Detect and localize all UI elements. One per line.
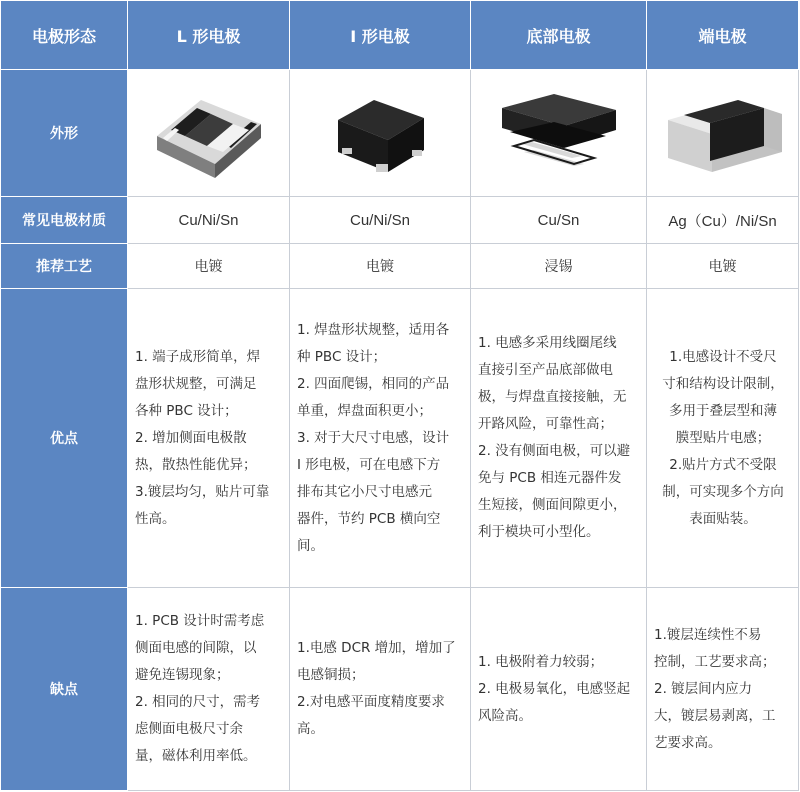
i-electrode-inductor-icon — [328, 86, 433, 181]
material-bottom: Cu/Sn — [471, 197, 647, 244]
text-line: 1. 端子成形简单，焊 — [135, 348, 261, 365]
header-i-electrode: I 形电极 — [290, 1, 471, 70]
end-electrode-inductor-icon — [658, 86, 788, 181]
header-row-label: 电极形态 — [1, 1, 128, 70]
material-label: 常见电极材质 — [1, 197, 128, 244]
text-line: 膜型贴片电感； — [675, 429, 771, 446]
advantages-i — [290, 289, 471, 588]
text-line: 2. 增加侧面电极散 — [135, 429, 247, 446]
text-line: 寸和结构设计限制， — [662, 375, 784, 392]
text-line: 侧面电感的间隙，以 — [135, 640, 257, 656]
text-line: 免与 PCB 相连元器件发 — [478, 470, 622, 486]
l-electrode-image — [128, 70, 290, 197]
text-line: 电感铜损； — [297, 667, 365, 683]
text-line: 2. 四面爬锡，相同的产品 — [297, 375, 450, 392]
text-line: 1. 电感多采用线圈尾线 — [478, 335, 617, 351]
text-line: 表面贴装。 — [689, 510, 757, 527]
text-line: 避免连锡现象； — [135, 667, 230, 683]
process-bottom: 浸锡 — [471, 244, 647, 289]
l-electrode-inductor-icon — [149, 86, 269, 181]
text-line: 2. 电极易氧化，电感竖起 — [478, 680, 631, 697]
text-line: 3.镀层均匀，贴片可靠 — [135, 483, 270, 500]
text-line: 2. 镀层间内应力 — [654, 680, 753, 697]
text-line: 艺要求高。 — [654, 734, 722, 751]
material-l: Cu/Ni/Sn — [128, 197, 290, 244]
text-line: 1.镀层连续性不易 — [654, 626, 762, 643]
text-line: 性高。 — [135, 510, 176, 527]
text-line: 2. 没有侧面电极，可以避 — [478, 443, 631, 459]
text-line: 大，镀层易剥离，工 — [654, 707, 776, 724]
header-end-electrode: 端电极 — [647, 1, 799, 70]
advantages-label: 优点 — [1, 289, 128, 588]
text-line: 虑侧面电极尺寸余 — [135, 721, 243, 737]
text-line: 热，散热性能优异； — [135, 456, 257, 473]
text-line: 各种 PBC 设计； — [135, 402, 238, 419]
disadvantages-bottom — [471, 588, 647, 791]
text-line: 排布其它小尺寸电感元 — [297, 483, 432, 500]
text-line: 1.电感 DCR 增加，增加了 — [297, 640, 456, 656]
disadvantages-end — [647, 588, 799, 791]
disadvantages-label: 缺点 — [1, 588, 128, 791]
text-line: I 形电极，可在电感下方 — [297, 456, 441, 473]
material-i: Cu/Ni/Sn — [290, 197, 471, 244]
text-line: 生短接，侧面间隙更小， — [478, 497, 627, 513]
text-line: 开路风险，可靠性高； — [478, 416, 613, 432]
bottom-electrode-inductor-icon — [494, 86, 624, 181]
disadvantages-i — [290, 588, 471, 791]
disadvantages-row — [1, 588, 799, 791]
text-line: 3. 对于大尺寸电感，设计 — [297, 429, 450, 446]
text-line: 1. 焊盘形状规整，适用各 — [297, 321, 450, 338]
text-line: 极，与焊盘直接接触，无 — [478, 389, 627, 405]
text-line: 量，磁体利用率低。 — [135, 748, 257, 764]
text-line: 1. PCB 设计时需考虑 — [135, 613, 265, 629]
text-line: 2.对电感平面度精度要求 — [297, 694, 445, 710]
process-i: 电镀 — [290, 244, 471, 289]
appearance-label: 外形 — [1, 70, 128, 197]
text-line: 单重，焊盘面积更小； — [297, 402, 432, 419]
text-line: 多用于叠层型和薄 — [669, 402, 777, 419]
text-line: 高。 — [297, 721, 324, 737]
header-row — [1, 1, 799, 70]
text-line: 间。 — [297, 537, 324, 554]
text-line: 控制，工艺要求高； — [654, 653, 776, 670]
text-line: 风险高。 — [478, 707, 532, 724]
material-row — [1, 197, 799, 244]
text-line: 2.贴片方式不受限 — [669, 456, 777, 473]
process-end: 电镀 — [647, 244, 799, 289]
advantages-bottom — [471, 289, 647, 588]
advantages-end — [647, 289, 799, 588]
process-label: 推荐工艺 — [1, 244, 128, 289]
text-line: 2. 相同的尺寸，需考 — [135, 694, 261, 710]
text-line: 种 PBC 设计； — [297, 348, 387, 365]
text-line: 利于模块可小型化。 — [478, 524, 600, 540]
advantages-row — [1, 289, 799, 588]
text-line: 直接引至产品底部做电 — [478, 362, 613, 378]
text-line: 盘形状规整，可满足 — [135, 375, 257, 392]
header-l-electrode: L 形电极 — [128, 1, 290, 70]
process-l: 电镀 — [128, 244, 290, 289]
advantages-l — [128, 289, 290, 588]
text-line: 器件，节约 PCB 横向空 — [297, 510, 441, 527]
process-row — [1, 244, 799, 289]
appearance-row — [1, 70, 799, 197]
bottom-electrode-image — [471, 70, 647, 197]
disadvantages-l — [128, 588, 290, 791]
i-electrode-image — [290, 70, 471, 197]
header-bottom-electrode: 底部电极 — [471, 1, 647, 70]
end-electrode-image — [647, 70, 799, 197]
material-end: Ag（Cu）/Ni/Sn — [647, 197, 799, 244]
text-line: 制，可实现多个方向 — [662, 483, 784, 500]
text-line: 1. 电极附着力较弱； — [478, 653, 604, 670]
text-line: 1.电感设计不受尺 — [669, 348, 777, 365]
